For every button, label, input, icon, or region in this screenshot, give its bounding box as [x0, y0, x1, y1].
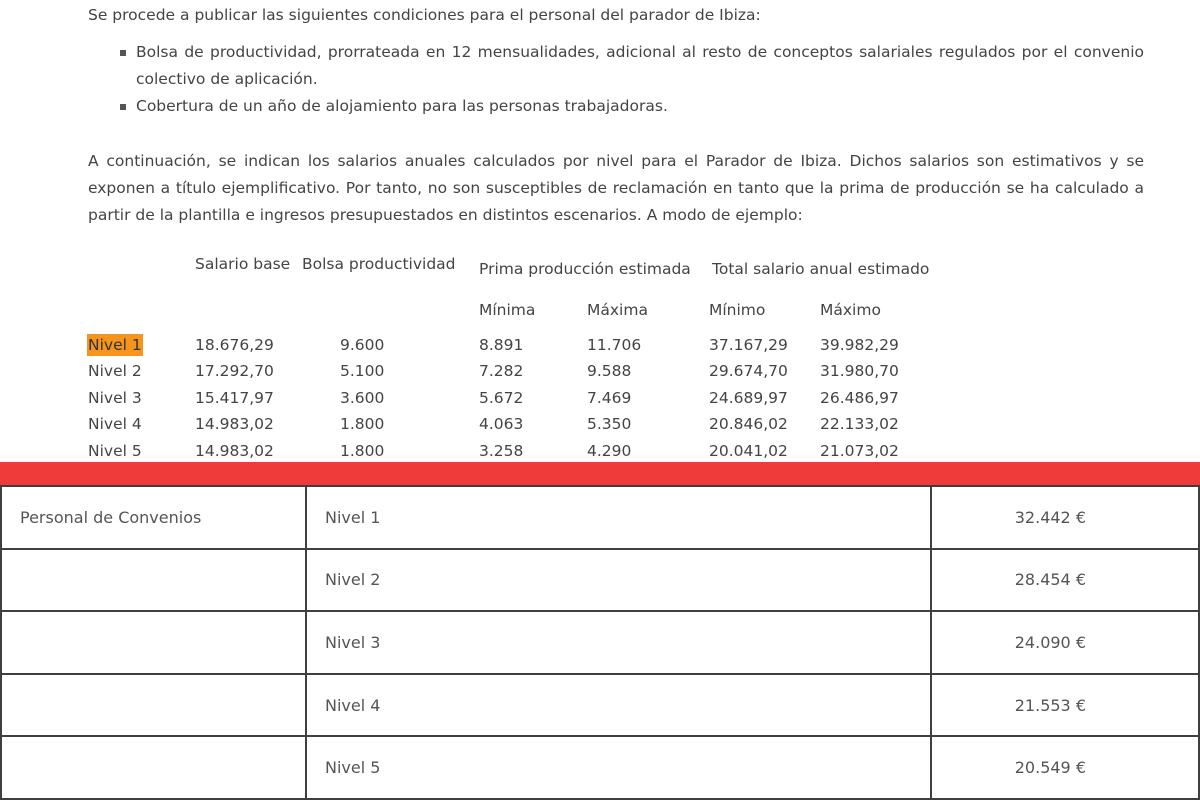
table-row — [1, 674, 1199, 737]
amount-cell: 28.454 € — [931, 549, 1199, 612]
table-row — [1, 486, 1199, 549]
cell-salario-base: 17.292,70 — [195, 362, 274, 380]
cell-total-min: 37.167,29 — [709, 336, 788, 354]
subheader-prima-maxima: Máxima — [587, 301, 648, 319]
cell-prima-max: 9.588 — [587, 362, 632, 380]
cell-salario-base: 14.983,02 — [195, 442, 274, 460]
row-label-nivel-1: Nivel 1 — [88, 336, 142, 354]
cell-total-max: 21.073,02 — [820, 442, 899, 460]
list-item: Cobertura de un año de alojamiento para las personas trabajadoras. — [136, 93, 1144, 120]
cell-bolsa: 1.800 — [340, 415, 385, 433]
level-cell: Nivel 5 — [306, 736, 931, 799]
cell-total-max: 26.486,97 — [820, 389, 899, 407]
subheader-total-maximo: Máximo — [820, 301, 881, 319]
amount-cell: 21.553 € — [931, 674, 1199, 737]
header-bolsa-productividad: Bolsa productividad — [302, 255, 456, 273]
red-divider-bar — [0, 462, 1200, 485]
level-cell: Nivel 2 — [306, 549, 931, 612]
subheader-prima-minima: Mínima — [479, 301, 536, 319]
header-total-salario: Total salario anual estimado — [712, 260, 930, 278]
intro-paragraph: Se procede a publicar las siguientes condiciones para el personal del parador de Ibiza: — [88, 6, 761, 24]
cell-total-min: 20.846,02 — [709, 415, 788, 433]
category-cell: Personal de Convenios — [1, 486, 306, 549]
cell-prima-min: 5.672 — [479, 389, 524, 407]
category-cell-empty — [1, 736, 306, 799]
cell-total-min: 29.674,70 — [709, 362, 788, 380]
cell-bolsa: 9.600 — [340, 336, 385, 354]
header-salario-base: Salario base — [195, 255, 291, 273]
list-item: Bolsa de productividad, prorrateada en 12 mensualidades, adicional al resto de conceptos salariales regulados por el convenio colectivo de aplicación. — [136, 39, 1144, 93]
subheader-total-minimo: Mínimo — [709, 301, 766, 319]
cell-bolsa: 3.600 — [340, 389, 385, 407]
cell-salario-base: 18.676,29 — [195, 336, 274, 354]
row-label-nivel-4: Nivel 4 — [88, 415, 142, 433]
category-cell-empty — [1, 611, 306, 674]
cell-total-max: 39.982,29 — [820, 336, 899, 354]
cell-prima-max: 4.290 — [587, 442, 632, 460]
cell-prima-min: 4.063 — [479, 415, 524, 433]
amount-cell: 20.549 € — [931, 736, 1199, 799]
cell-total-min: 24.689,97 — [709, 389, 788, 407]
cell-total-max: 31.980,70 — [820, 362, 899, 380]
amount-cell: 32.442 € — [931, 486, 1199, 549]
level-cell: Nivel 1 — [306, 486, 931, 549]
category-cell-empty — [1, 549, 306, 612]
table-row — [1, 611, 1199, 674]
table-row — [1, 549, 1199, 612]
table-row — [1, 736, 1199, 799]
category-cell-empty — [1, 674, 306, 737]
cell-salario-base: 15.417,97 — [195, 389, 274, 407]
level-cell: Nivel 4 — [306, 674, 931, 737]
cell-bolsa: 5.100 — [340, 362, 385, 380]
convenios-table — [0, 485, 1200, 800]
cell-bolsa: 1.800 — [340, 442, 385, 460]
row-label-nivel-3: Nivel 3 — [88, 389, 142, 407]
cell-total-min: 20.041,02 — [709, 442, 788, 460]
cell-prima-max: 11.706 — [587, 336, 642, 354]
row-label-nivel-2: Nivel 2 — [88, 362, 142, 380]
cell-prima-min: 3.258 — [479, 442, 524, 460]
cell-prima-max: 7.469 — [587, 389, 632, 407]
level-cell: Nivel 3 — [306, 611, 931, 674]
amount-cell: 24.090 € — [931, 611, 1199, 674]
cell-prima-max: 5.350 — [587, 415, 632, 433]
continuation-paragraph: A continuación, se indican los salarios anuales calculados por nivel para el Parador de Ibiza. Dichos salarios son estimativos y se exponen a título ejemplificativo. Por tanto, no son susceptibles de reclamación en tanto que la prima de producción se ha calculado a partir de la plantilla e ingresos presupuestados en distintos escenarios. A modo de ejemplo: — [88, 152, 1144, 224]
cell-total-max: 22.133,02 — [820, 415, 899, 433]
header-prima-produccion: Prima producción estimada — [479, 260, 691, 278]
cell-prima-min: 7.282 — [479, 362, 524, 380]
row-label-nivel-5: Nivel 5 — [88, 442, 142, 460]
cell-salario-base: 14.983,02 — [195, 415, 274, 433]
cell-prima-min: 8.891 — [479, 336, 524, 354]
